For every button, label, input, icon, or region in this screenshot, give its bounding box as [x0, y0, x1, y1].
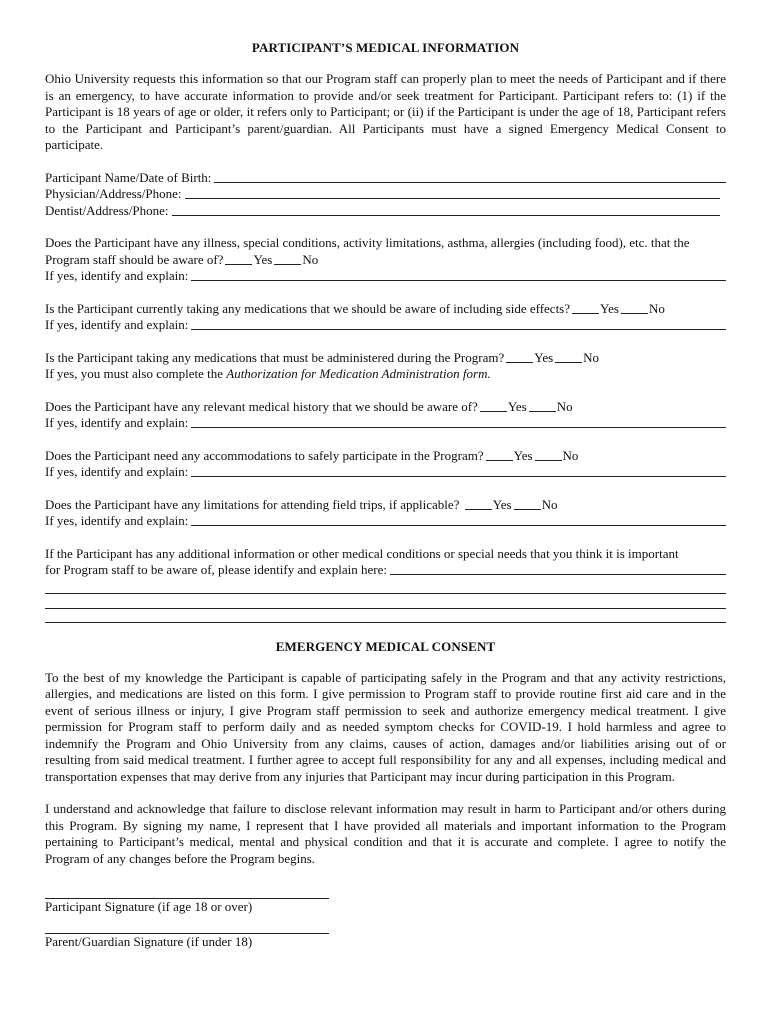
explain-label: If yes, identify and explain: — [45, 317, 189, 332]
question-text: Is the Participant currently taking any medications that we should be aware of including side effects? — [45, 300, 571, 316]
question-accommodations — [45, 448, 726, 481]
explain-label: If yes, identify and explain: — [45, 415, 189, 430]
intro-paragraph: Ohio University requests this information so that our Program staff can properly plan to meet the needs of Participant and if there is an emergency, to have accurate information to provide and/or seek treatment for Participant. Participant refers to: (1) if the Participant is 18 years of age or older, it refers only to Participant; or (ii) if the Participant is under the age of 18, Participant refers to the Participant and Participant’s parent/guardian. All Participants must have a signed Emergency Medical Consent to participate. — [45, 71, 726, 152]
question-medical-history — [45, 399, 726, 432]
question-text: Is the Participant taking any medications that must be administered during the Program? — [45, 349, 505, 365]
explain-input[interactable] — [191, 514, 726, 526]
question-text: Program staff should be aware of? — [45, 251, 224, 267]
explain-input[interactable] — [191, 465, 726, 477]
dentist-label: Dentist/Address/Phone: — [45, 202, 169, 218]
no-blank[interactable] — [274, 253, 301, 265]
yes-label: Yes — [600, 300, 619, 316]
explain-input[interactable] — [191, 416, 726, 428]
parent-signature-line[interactable] — [45, 919, 329, 934]
additional-line[interactable] — [45, 594, 726, 609]
additional-input[interactable] — [390, 563, 726, 575]
no-label: No — [302, 251, 319, 267]
no-label: No — [583, 349, 600, 365]
parent-signature-label: Parent/Guardian Signature (if under 18) — [45, 933, 253, 949]
additional-line[interactable] — [45, 579, 726, 594]
medication-note: If yes, you must also complete the — [45, 366, 223, 381]
consent-title: EMERGENCY MEDICAL CONSENT — [275, 638, 496, 654]
page-title: PARTICIPANT’S MEDICAL INFORMATION — [251, 40, 520, 55]
additional-line[interactable] — [45, 609, 726, 623]
no-blank[interactable] — [535, 449, 562, 461]
no-label: No — [556, 398, 573, 414]
dentist-input[interactable] — [172, 204, 721, 216]
medication-form-name: Authorization for Medication Administration form. — [226, 366, 491, 381]
explain-label: If yes, identify and explain: — [45, 513, 189, 528]
yes-label: Yes — [513, 447, 533, 463]
question-current-medications — [45, 301, 726, 334]
name-dob-label: Participant Name/Date of Birth: — [45, 169, 212, 185]
physician-label: Physician/Address/Phone: — [45, 186, 182, 201]
yes-label: Yes — [507, 398, 527, 414]
name-dob-field[interactable] — [45, 170, 726, 187]
participant-signature-line[interactable] — [45, 884, 329, 899]
question-text: Does the Participant have any limitations for attending field trips, if applicable? — [45, 496, 460, 512]
no-label: No — [541, 496, 558, 512]
physician-input[interactable] — [185, 187, 721, 199]
name-dob-input[interactable] — [214, 171, 726, 183]
additional-text: If the Participant has any additional information or other medical conditions or special needs that you think it is important — [45, 545, 679, 561]
physician-field[interactable] — [45, 186, 726, 203]
explain-label: If yes, identify and explain: — [45, 464, 189, 479]
question-text: Does the Participant have any illness, special conditions, activity limitations, asthma, allergies (including food), etc. that the — [45, 235, 690, 250]
question-field-trips — [45, 497, 726, 530]
yes-blank[interactable] — [572, 302, 599, 314]
yes-label: Yes — [492, 496, 512, 512]
no-blank[interactable] — [514, 498, 541, 510]
parent-signature-block — [45, 919, 726, 951]
no-label: No — [648, 300, 665, 316]
dentist-field[interactable] — [45, 203, 726, 220]
participant-signature-label: Participant Signature (if age 18 or over) — [45, 899, 253, 914]
contact-fields — [45, 170, 726, 220]
yes-label: Yes — [534, 349, 554, 365]
no-blank[interactable] — [529, 400, 556, 412]
yes-blank[interactable] — [506, 351, 533, 363]
additional-text: for Program staff to be aware of, please identify and explain here: — [45, 562, 387, 577]
question-text: Does the Participant have any relevant medical history that we should be aware of? — [45, 398, 478, 414]
explain-label: If yes, identify and explain: — [45, 268, 189, 283]
no-blank[interactable] — [621, 302, 648, 314]
yes-blank[interactable] — [486, 449, 513, 461]
explain-input[interactable] — [191, 269, 726, 281]
question-illness — [45, 235, 726, 285]
no-label: No — [562, 447, 579, 463]
question-administered-medications — [45, 350, 726, 383]
participant-signature-block — [45, 884, 726, 916]
no-blank[interactable] — [555, 351, 582, 363]
question-text: Does the Participant need any accommodations to safely participate in the Program? — [45, 447, 484, 463]
yes-blank[interactable] — [465, 498, 492, 510]
explain-input[interactable] — [191, 318, 726, 330]
medical-form — [45, 40, 726, 950]
yes-label: Yes — [253, 251, 273, 267]
yes-blank[interactable] — [225, 253, 252, 265]
yes-blank[interactable] — [480, 400, 507, 412]
additional-information — [45, 546, 726, 623]
acknowledgement-paragraph: I understand and acknowledge that failure to disclose relevant information may result in harm to Participant and/or others during this Program. By signing my name, I represent that I have provided all materials and important information to the Program pertaining to Participant’s medical, mental and physical condition and that it is accurate and complete. I agree to notify the Program of any changes before the Program begins. — [45, 801, 726, 866]
consent-paragraph: To the best of my knowledge the Participant is capable of participating safely in the Program and that any activity restrictions, allergies, and medications are listed on this form. I give permission to Program staff to provide routine first aid care and in the event of serious illness or injury, I give Program staff permission to seek and authorize emergency medical treatment. I give permission for Program staff to perform daily and as needed symptom checks for COVID-19. I hold harmless and agree to indemnify the Program and Ohio University from any claims, causes of action, damages and/or liabilities arising out of or resulting from said medical treatment. I further agree to accept full responsibility for any and all expenses, including medical and transportation expenses that may derive from any injuries that Participant may incur during participation in this Program. — [45, 669, 726, 784]
